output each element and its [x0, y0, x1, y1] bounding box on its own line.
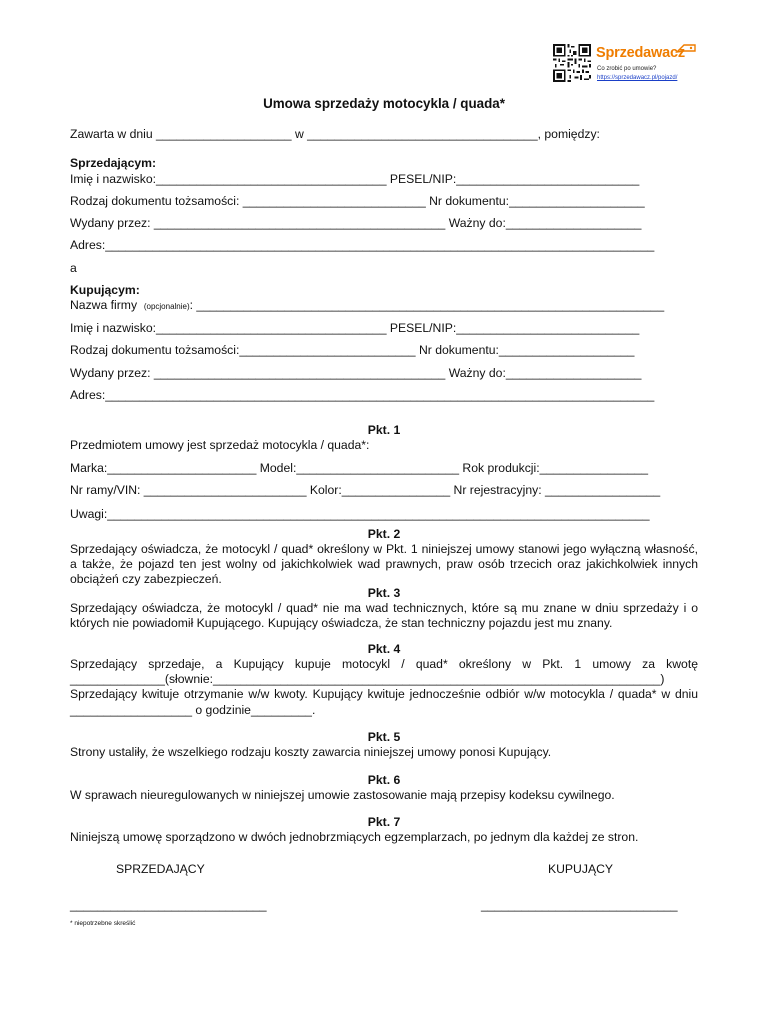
- pkt1-brand-line: Marka:______________________ Model:________________________ Rok produkcji:________________: [70, 461, 649, 475]
- pkt1-notes-line: Uwagi:________________________________________________________________________________: [70, 507, 650, 521]
- buyer-heading: Kupującym:: [70, 283, 140, 297]
- buyer-company-blank: : _____________________________________________________________________: [189, 298, 665, 312]
- pkt6-text: W sprawach nieuregulowanych w niniejszej umowie zastosowanie mają przepisy kodeksu cywilnego.: [70, 788, 615, 802]
- pkt1-vin-line: Nr ramy/VIN: ________________________ Kolor:________________ Nr rejestracyjny: _________________: [70, 483, 661, 497]
- buyer-company-label: Nazwa firmy: [70, 298, 138, 312]
- buyer-address-line: Adres:_________________________________________________________________________________: [70, 388, 655, 402]
- pkt2-text: Sprzedający oświadcza, że motocykl / quad* określony w Pkt. 1 niniejszej umowy stanowi jego wyłączną własność, a także, że pojazd ten jest wolny od jakichkolwiek wad prawnych, praw osób trzecich oraz jakichkolwiek innych obciążeń czy zabezpieczeń.: [70, 542, 698, 587]
- pkt4-text: Sprzedający sprzedaje, a Kupujący kupuje motocykl / quad* określony w Pkt. 1 umowy za kwotę ______________(słownie:__________________________________________________________________) Sprzedający kwituje otrzymanie w/w kwoty. Kupujący kwituje jednocześnie odbiór w/w motocykla / quada* w dniu __________________ o godzinie_________.: [70, 657, 698, 717]
- seller-issued-line: Wydany przez: ___________________________________________ Ważny do:____________________: [70, 216, 642, 230]
- pkt5-heading: Pkt. 5: [367, 730, 401, 744]
- footnote: * niepotrzebne skreślić: [70, 920, 136, 927]
- seller-document-line: Rodzaj dokumentu tożsamości: ___________________________ Nr dokumentu:____________________: [70, 194, 645, 208]
- seller-address-line: Adres:_________________________________________________________________________________: [70, 238, 655, 252]
- buyer-company-optional: (opcjonalnie): [143, 302, 190, 311]
- seller-name-line: Imię i nazwisko:__________________________________ PESEL/NIP:___________________________: [70, 172, 640, 186]
- pkt1-heading: Pkt. 1: [367, 423, 401, 437]
- pkt7-text: Niniejszą umowę sporządzono w dwóch jednobrzmiących egzemplarzach, po jednym dla każdej ze stron.: [70, 830, 639, 844]
- contract-intro-line: Zawarta w dniu ____________________ w __________________________________, pomiędzy:: [70, 127, 600, 141]
- buyer-company-line: [70, 298, 664, 312]
- seller-heading: Sprzedającym:: [70, 156, 157, 170]
- seller-signature-line: _____________________________: [70, 898, 267, 912]
- buyer-name-line: Imię i nazwisko:__________________________________ PESEL/NIP:___________________________: [70, 321, 640, 335]
- car-tag-icon: [675, 42, 697, 56]
- seller-signature-label: SPRZEDAJĄCY: [116, 862, 205, 876]
- pkt3-text: Sprzedający oświadcza, że motocykl / quad* nie ma wad technicznych, które są mu znane w dniu sprzedaży i o których nie powiadomił Kupującego. Kupujący oświadcza, że stan techniczny pojazdu jest mu znany.: [70, 601, 698, 631]
- brand-name: Sprzedawacz: [596, 45, 685, 61]
- pkt1-text: Przedmiotem umowy jest sprzedaż motocykla / quada*:: [70, 438, 370, 452]
- buyer-signature-line: _____________________________: [481, 898, 678, 912]
- pkt3-heading: Pkt. 3: [367, 586, 401, 600]
- pkt7-heading: Pkt. 7: [367, 815, 401, 829]
- pkt4-heading: Pkt. 4: [367, 642, 401, 656]
- buyer-issued-line: Wydany przez: ___________________________________________ Ważny do:____________________: [70, 366, 642, 380]
- qr-code-icon: [553, 44, 591, 82]
- pkt5-text: Strony ustaliły, że wszelkiego rodzaju koszty zawarcia niniejszej umowy ponosi Kupujący.: [70, 745, 552, 759]
- logo-tagline: Co zrobić po umowie?: [597, 66, 657, 72]
- pkt2-heading: Pkt. 2: [367, 527, 401, 541]
- logo-link[interactable]: https://sprzedawacz.pl/pojazd/: [597, 75, 678, 81]
- buyer-document-line: Rodzaj dokumentu tożsamości:__________________________ Nr dokumentu:____________________: [70, 343, 635, 357]
- buyer-signature-label: KUPUJĄCY: [548, 862, 614, 876]
- pkt6-heading: Pkt. 6: [367, 773, 401, 787]
- conjunction-text: a: [70, 261, 77, 275]
- brand-logo: [596, 45, 685, 61]
- document-title: Umowa sprzedaży motocykla / quada*: [263, 96, 505, 111]
